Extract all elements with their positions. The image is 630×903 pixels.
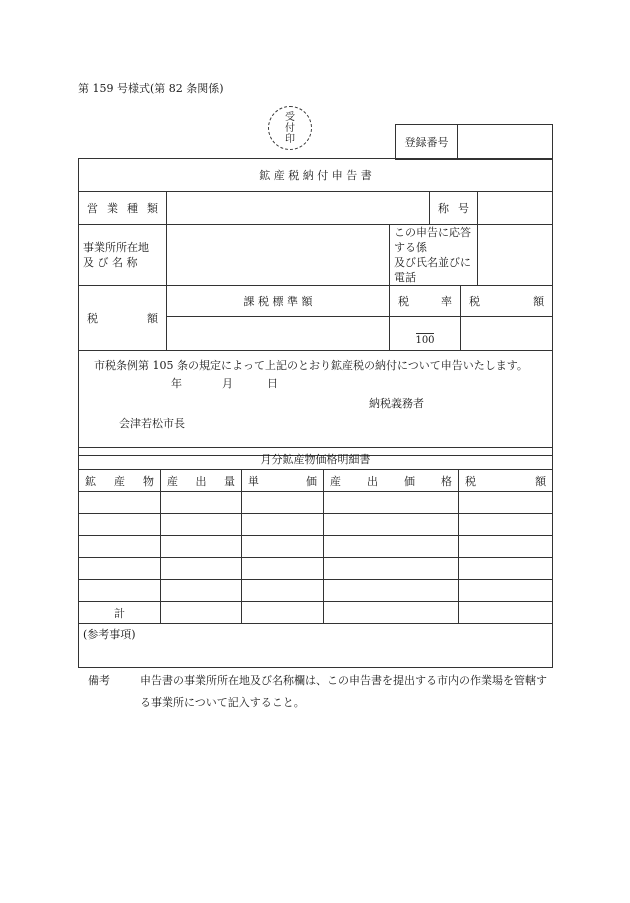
office-label-line1: 事業所所在地: [83, 241, 149, 254]
table-cell[interactable]: [79, 580, 161, 602]
column-header: 単 価: [242, 470, 324, 492]
column-header: 税 額: [459, 470, 553, 492]
table-cell[interactable]: [79, 514, 161, 536]
column-header: 産 出 量: [161, 470, 242, 492]
column-header: 産 出 価 格: [324, 470, 459, 492]
price-detail-table: [78, 447, 553, 668]
rate-denominator: 100: [415, 334, 435, 346]
remarks-text: 申告書の事業所所在地及び名称欄は、この申告書を提出する市内の作業場を管轄する事業所について記入すること。: [140, 674, 547, 709]
table-cell[interactable]: [242, 536, 324, 558]
total-cell[interactable]: [242, 602, 324, 624]
office-label-line2: 及 び 名 称: [83, 256, 138, 269]
trade-name-field[interactable]: [478, 192, 553, 225]
tax-base-field[interactable]: [167, 317, 390, 351]
taxpayer-label: 納税義務者: [369, 397, 424, 410]
addressee-label: 会津若松市長: [119, 417, 185, 430]
table-row: [79, 580, 553, 602]
table-cell[interactable]: [324, 558, 459, 580]
table-row: [79, 558, 553, 580]
table-cell[interactable]: [459, 580, 553, 602]
contact-label-line1: この申告に応答する係: [394, 226, 471, 254]
table-row: [79, 536, 553, 558]
trade-name-label: 称 号: [430, 192, 478, 225]
detail-title: 月分鉱産物価格明細書: [79, 448, 553, 470]
remarks-label: 備考: [88, 674, 110, 687]
table-cell[interactable]: [242, 558, 324, 580]
tax-field[interactable]: [461, 317, 553, 351]
tax-label: 税 額: [461, 286, 553, 317]
table-cell[interactable]: [242, 580, 324, 602]
office-field[interactable]: [167, 225, 390, 286]
table-cell[interactable]: [79, 558, 161, 580]
table-cell[interactable]: [79, 492, 161, 514]
table-cell[interactable]: [324, 492, 459, 514]
fraction-bar: [416, 322, 434, 334]
business-type-label: 営 業 種 類: [79, 192, 167, 225]
contact-label: [390, 225, 478, 286]
table-cell[interactable]: [459, 492, 553, 514]
reference-label: (参考事項): [83, 628, 136, 641]
total-label: 計: [79, 602, 161, 624]
day-label: 日: [267, 377, 278, 390]
table-row: [79, 514, 553, 536]
total-cell[interactable]: [324, 602, 459, 624]
tax-rate-field[interactable]: [390, 317, 461, 351]
year-label: 年: [171, 377, 182, 390]
table-cell[interactable]: [459, 536, 553, 558]
reception-stamp: [268, 106, 312, 150]
tax-base-label: 課 税 標 準 額: [167, 286, 390, 317]
form-number-title: 第 159 号様式(第 82 条関係): [78, 82, 224, 95]
table-cell[interactable]: [324, 536, 459, 558]
contact-field[interactable]: [478, 225, 553, 286]
registration-number-field[interactable]: [458, 125, 553, 160]
contact-label-line2: 及び氏名並びに電話: [394, 256, 471, 284]
tax-rate-label: 税 率: [390, 286, 461, 317]
declaration-signature-area: [79, 377, 552, 437]
total-cell[interactable]: [459, 602, 553, 624]
form-header-title: 鉱 産 税 納 付 申 告 書: [79, 159, 553, 192]
table-cell[interactable]: [242, 492, 324, 514]
table-cell[interactable]: [161, 514, 242, 536]
registration-number-label: 登録番号: [396, 125, 458, 160]
table-row: [79, 492, 553, 514]
table-cell[interactable]: [161, 558, 242, 580]
column-header: 鉱 産 物: [79, 470, 161, 492]
table-cell[interactable]: [79, 536, 161, 558]
table-cell[interactable]: [161, 580, 242, 602]
declaration-block: [79, 351, 553, 456]
stamp-char: 受: [285, 111, 295, 123]
stamp-char: 付: [285, 122, 295, 134]
business-type-field[interactable]: [167, 192, 430, 225]
table-cell[interactable]: [324, 580, 459, 602]
reference-notes-field[interactable]: [79, 624, 553, 668]
table-cell[interactable]: [459, 558, 553, 580]
declaration-form: [78, 158, 553, 456]
table-cell[interactable]: [459, 514, 553, 536]
tax-amount-label: 税 額: [79, 286, 167, 351]
stamp-char: 印: [285, 133, 295, 145]
total-row: [79, 602, 553, 624]
table-cell[interactable]: [324, 514, 459, 536]
rate-fraction: [415, 322, 434, 346]
declaration-text: 市税条例第 105 条の規定によって上記のとおり鉱産税の納付について申告いたします。: [94, 359, 528, 372]
table-cell[interactable]: [161, 536, 242, 558]
month-label: 月: [222, 377, 233, 390]
table-cell[interactable]: [242, 514, 324, 536]
office-label: [79, 225, 167, 286]
registration-table: [395, 124, 553, 160]
total-cell[interactable]: [161, 602, 242, 624]
table-cell[interactable]: [161, 492, 242, 514]
